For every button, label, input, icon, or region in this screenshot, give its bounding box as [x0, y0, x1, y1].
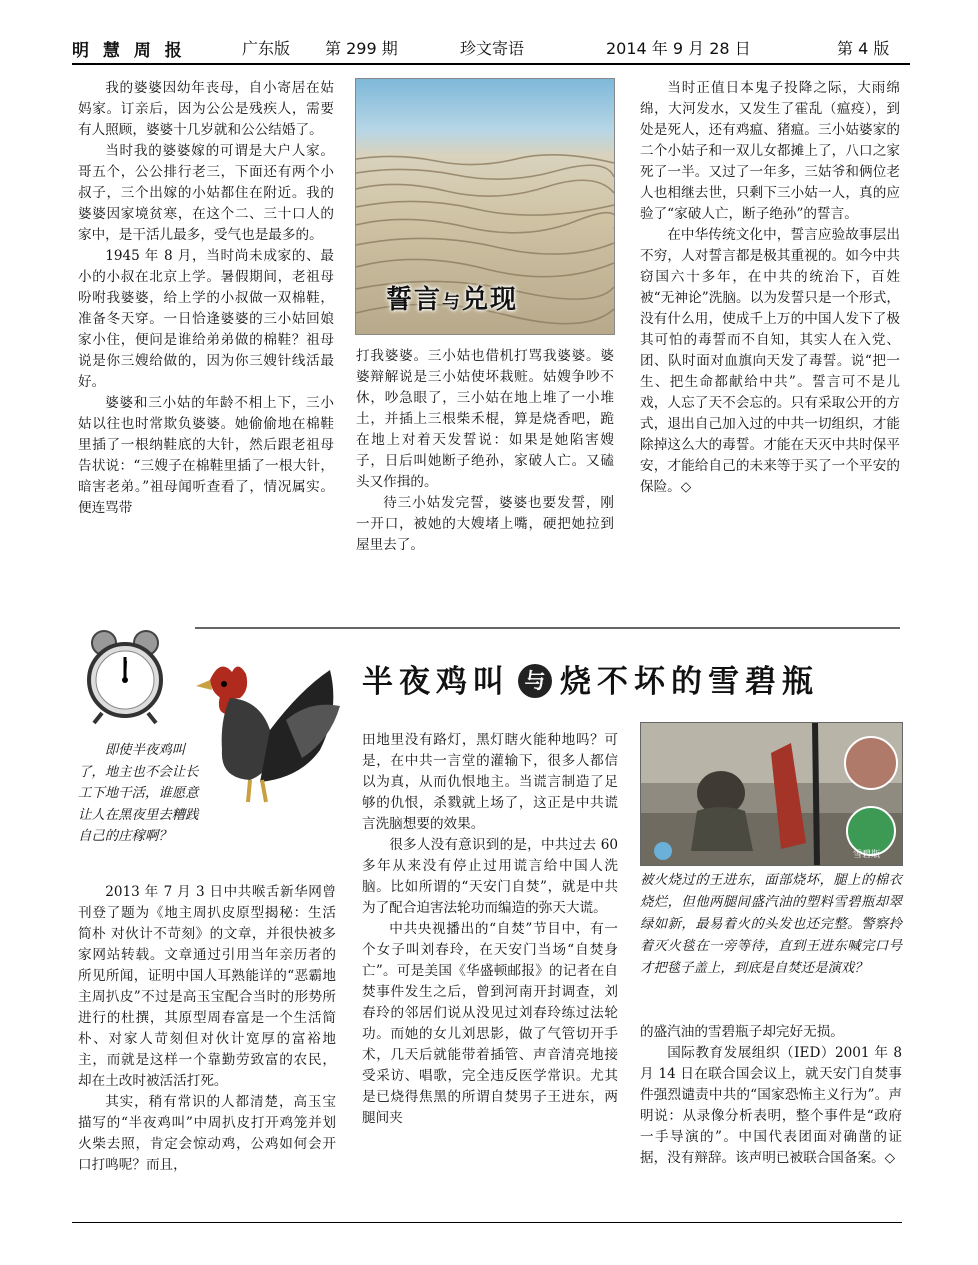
image-title-part: 兑现	[462, 285, 519, 315]
article2-column-1	[78, 882, 336, 1176]
image-title-part: 誓言	[386, 285, 443, 315]
alarm-clock-icon	[80, 625, 170, 725]
headline-part: 烧不坏的雪碧瓶	[560, 664, 819, 700]
issue-number: 第 299 期	[325, 39, 398, 58]
paragraph: 国际教育发展组织（IED）2001 年 8 月 14 日在联合国会议上，就天安门自焚事件强烈谴责中共的“国家恐怖主义行为”。声明说：从录像分析表明，整个事件是“政府一手导演的”。中国代表团面对确凿的证据，没有辩辞。该声明已被联合国备案。◇	[640, 1045, 902, 1166]
page-number: 第 4 版	[837, 39, 890, 58]
article2-column-3	[640, 1022, 902, 1169]
paragraph: 婆婆和三小姑的年龄不相上下，三小姑以往也时常欺负婆婆。她偷偷地在棉鞋里插了一根纳鞋底的大针，然后跟老祖母告状说：“三嫂子在棉鞋里插了一根大针，暗害老弟。”祖母闻听查看了，情况属实。便连骂带	[78, 395, 334, 516]
paragraph: 很多人没有意识到的是，中共过去 60 多年从来没有停止过用谎言给中国人洗脑。比如所谓的“天安门自焚”，就是中共为了配合迫害法轮功而编造的弥天大谎。	[362, 837, 618, 916]
photo-caption: 被火烧过的王进东，面部烧坏，腿上的棉衣烧烂，但他两腿间盛汽油的塑料雪碧瓶却翠绿如新，最易着火的头发也还完整。警察拎着灭火毯在一旁等待，直到王进东喊完口号才把毯子盖上，到底是自焚还是演戏？	[640, 873, 902, 976]
article2-column-2	[362, 730, 618, 1129]
photo-label: 雪碧瓶	[853, 850, 881, 860]
paragraph: 打我婆婆。三小姑也借机打骂我婆婆。婆婆辩解说是三小姑使坏栽赃。姑嫂争吵不休，吵急眼了，三小姑在地上堆了一小堆土，并插上三根柴禾棍，算是烧香吧，跪在地上对着天发誓说：如果是她陷害嫂子，日后叫她断子绝孙，家破人亡。又磕头又作揖的。	[356, 348, 614, 490]
paragraph: 1945 年 8 月，当时尚未成家的、最小的小叔在北京上学。暑假期间，老祖母吩咐我婆婆，给上学的小叔做一双棉鞋，准备冬天穿。一日恰逢婆婆的三小姑回娘家小住，便问是谁给弟弟做的棉鞋？祖母说是你三嫂给做的，因为你三嫂针线活最好。	[78, 248, 334, 390]
paragraph: 中共央视播出的“自焚”节目中，有一个女子叫刘春玲，在天安门当场“自焚身亡”。可是美国《华盛顿邮报》的记者在自焚事件发生之后，曾到河南开封调查，刘春玲的邻居们说从没见过刘春玲练过法轮功。而她的女儿刘思影，做了气管切开手术，几天后就能带着插管、声音清亮地接受采访、唱歌，完全违反医学常识。尤其是已烧得焦黑的所谓自焚男子王进东，两腿间夹	[362, 921, 618, 1126]
sand-dune-image	[355, 78, 615, 335]
masthead	[72, 36, 912, 62]
headline-part: 半夜鸡叫	[362, 664, 510, 700]
section-name: 珍文寄语	[460, 39, 525, 58]
section-divider	[195, 627, 900, 629]
paragraph: 当时正值日本鬼子投降之际，大雨绵绵，大河发水，又发生了霍乱（瘟疫），到处是死人，还有鸡瘟、猪瘟。三小姑婆家的二个小姑子和一双儿女都摊上了，八口之家死了一半。又过了一年多，三姑爷和俩位老人也相继去世，只剩下三小姑一人，真的应验了“家破人亡，断子绝孙”的誓言。	[640, 80, 900, 222]
headline-connector: 与	[518, 664, 552, 698]
article1-column-1	[78, 78, 334, 519]
paragraph: 待三小姑发完誓，婆婆也要发誓，刚一开口，被她的大嫂堵上嘴，硬把她拉到屋里去了。	[356, 495, 614, 553]
article1-column-2	[356, 346, 614, 556]
paragraph: 田地里没有路灯，黑灯瞎火能种地吗？可是，在中共一言堂的灌输下，很多人都信以为真，从而仇恨地主。当谎言制造了足够的仇恨，杀戮就上场了，这正是中共谎言洗脑想要的效果。	[362, 732, 618, 832]
brand-name: 明 慧 周 报	[72, 41, 186, 61]
footer-rule	[72, 1222, 902, 1223]
article1-column-3	[640, 78, 900, 498]
image-title-part: 与	[442, 292, 463, 313]
paragraph: 的盛汽油的雪碧瓶子却完好无损。	[640, 1024, 844, 1040]
news-photo-graphic	[641, 723, 902, 865]
paragraph: 我的婆婆因幼年丧母，自小寄居在姑妈家。订亲后，因为公公是残疾人，需要有人照顾，婆婆十几岁就和公公结婚了。	[78, 80, 334, 138]
rooster-icon	[190, 650, 350, 810]
paragraph: 在中华传统文化中，誓言应验故事层出不穷，人对誓言都是极其重视的。如今中共窃国六十多年，在中共的统治下，百姓被“无神论”洗脑。以为发誓只是一个形式，没有什么用，使成千上万的中国人发下了极其可怕的毒誓而不自知，其实人在入党、团、队时面对血旗向天发了毒誓。说“把一生、把生命都献给中共”。誓言可不是儿戏，人忘了天不会忘的。只有采取公开的方式，退出自己加入过的中共一切组织，才能除掉这么大的毒誓。才能在天灭中共时保平安，才能给自己的未来等于买了一个平安的保险。◇	[640, 227, 900, 495]
paragraph: 当时我的婆婆嫁的可谓是大户人家。哥五个，公公排行老三，下面还有两个小叔子，三个出嫁的小姑都住在附近。我的婆婆因家境贫寒，在这个二、三十口人的家中，是干活儿最多，受气也是最多的。	[78, 143, 334, 243]
caption-text: 即使半夜鸡叫了，地主也不会让长工下地干活，谁愿意让人在黑夜里去糟践自己的庄稼啊？	[78, 743, 199, 844]
header-rule	[72, 63, 910, 65]
issue-date: 2014 年 9 月 28 日	[606, 39, 751, 58]
paragraph: 2013 年 7 月 3 日中共喉舌新华网曾刊登了题为《地主周扒皮原型揭秘：生活简朴 对伙计不苛刻》的文章，并很快被多家网站转载。文章通过引用当年亲历者的所见所闻，证明中国人耳熟能详的“恶霸地主周扒皮”不过是高玉宝配合当时的形势所进行的杜撰，其原型周春富是一个生活简朴、对家人苛刻但对伙计宽厚的富裕地主，而就是这样一个靠勤劳致富的农民，却在土改时被活活打死。	[78, 884, 336, 1089]
image-title	[386, 279, 518, 316]
edition-label: 广东版	[242, 39, 291, 58]
article2-headline	[362, 656, 902, 700]
paragraph: 其实，稍有常识的人都清楚，高玉宝描写的“半夜鸡叫”中周扒皮打开鸡笼并划火柴去照，肯定会惊动鸡，公鸡如何会开口打鸣呢？而且，	[78, 1094, 336, 1173]
news-photo	[640, 722, 903, 866]
illustration-caption	[78, 740, 210, 848]
